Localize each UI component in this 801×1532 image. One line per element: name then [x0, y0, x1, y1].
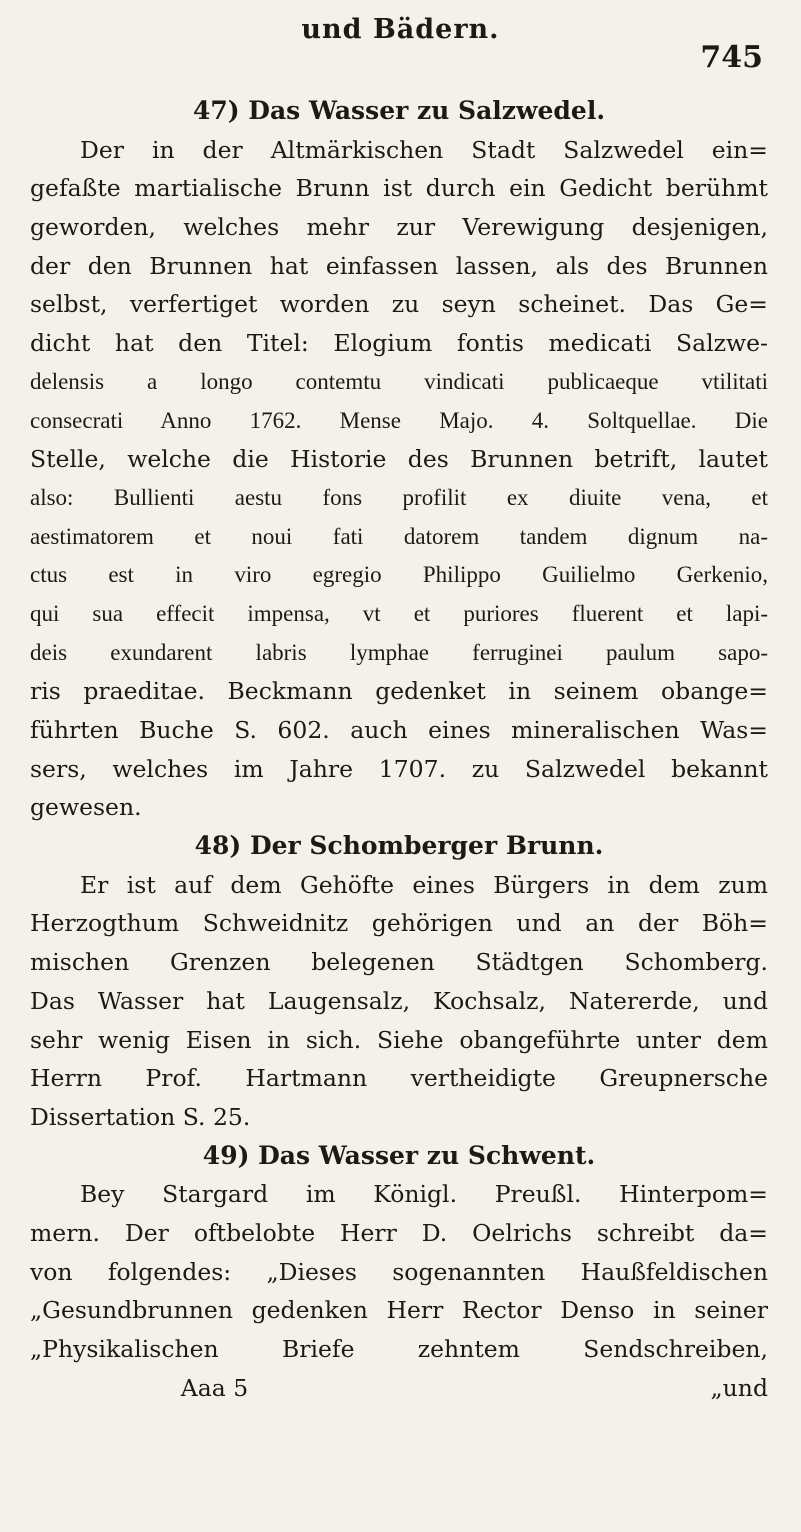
section-heading-48: 48) Der Schomberger Brunn. — [194, 831, 604, 861]
text-line: Stelle, welche die Historie des Brunnen betrift, lautet — [30, 445, 768, 474]
text-line: führten Buche S. 602. auch eines mineralischen Was= — [30, 716, 768, 744]
page-footer — [30, 1369, 768, 1408]
section-heading-47: 47) Das Wasser zu Salzwedel. — [192, 96, 606, 125]
latin-line: delensis a longo contemtu vindicati publicaeque vtilitati — [30, 368, 768, 394]
text-line: der den Brunnen hat einfassen lassen, als des Brunnen — [30, 251, 768, 280]
body-text — [30, 92, 768, 1407]
text-line: dicht hat den Titel: Elogium fontis medicati Salzwe- — [30, 329, 768, 358]
latin-line: consecrati Anno 1762. Mense Majo. 4. Soltquellae. Die — [30, 407, 768, 433]
text-line: mern. Der oftbelobte Herr D. Oelrichs schreibt da= — [30, 1218, 768, 1247]
text-line: Der in der Altmärkischen Stadt Salzwedel ein= — [80, 135, 768, 164]
text-line: Er ist auf dem Gehöfte eines Bürgers in dem zum — [80, 870, 768, 899]
running-title: und Bädern. — [301, 14, 500, 45]
latin-line: qui sua effecit impensa, vt et puriores fluerent et lapi- — [30, 600, 768, 626]
text-line: mischen Grenzen belegenen Städtgen Schomberg. — [30, 948, 768, 977]
text-line: Herzogthum Schweidnitz gehörigen und an der Böh= — [30, 909, 768, 938]
text-line: sehr wenig Eisen in sich. Siehe obangeführte unter dem — [30, 1025, 768, 1054]
text-line: Dissertation S. 25. — [30, 1102, 251, 1131]
text-line: sers, welches im Jahre 1707. zu Salzwedel bekannt — [30, 754, 768, 783]
section-heading-49: 49) Das Wasser zu Schwent. — [202, 1140, 596, 1170]
text-line: selbst, verfertiget worden zu seyn scheinet. Das Ge= — [30, 290, 768, 319]
latin-line: aestimatorem et noui fati datorem tandem dignum na- — [30, 523, 768, 549]
text-line: Das Wasser hat Laugensalz, Kochsalz, Natererde, und — [30, 986, 768, 1015]
text-line: „Gesundbrunnen gedenken Herr Rector Denso in seiner — [30, 1296, 768, 1325]
signature-mark: Aaa 5 — [180, 1373, 249, 1402]
text-line: Bey Stargard im Königl. Preußl. Hinterpom= — [80, 1180, 768, 1209]
text-line: gefaßte martialische Brunn ist durch ein Gedicht berühmt — [30, 174, 768, 203]
text-line: gewesen. — [30, 793, 142, 822]
text-line: „Physikalischen Briefe zehntem Sendschreiben, — [30, 1335, 768, 1363]
catchword: „und — [710, 1373, 768, 1402]
text-line: geworden, welches mehr zur Verewigung desjenigen, — [30, 213, 768, 242]
text-line: von folgendes: „Dieses sogenannten Haußfeldischen — [30, 1257, 768, 1286]
latin-line: deis exundarent labris lymphae ferruginei paulum sapo- — [30, 639, 768, 665]
latin-line: ctus est in viro egregio Philippo Guilielmo Gerkenio, — [30, 562, 768, 588]
text-line: Herrn Prof. Hartmann vertheidigte Greupnersche — [30, 1064, 768, 1093]
page-number: 745 — [700, 40, 763, 75]
latin-line: also: Bullienti aestu fons profilit ex diuite vena, et — [30, 484, 768, 510]
text-line: ris praeditae. Beckmann gedenket in seinem obange= — [30, 677, 768, 706]
